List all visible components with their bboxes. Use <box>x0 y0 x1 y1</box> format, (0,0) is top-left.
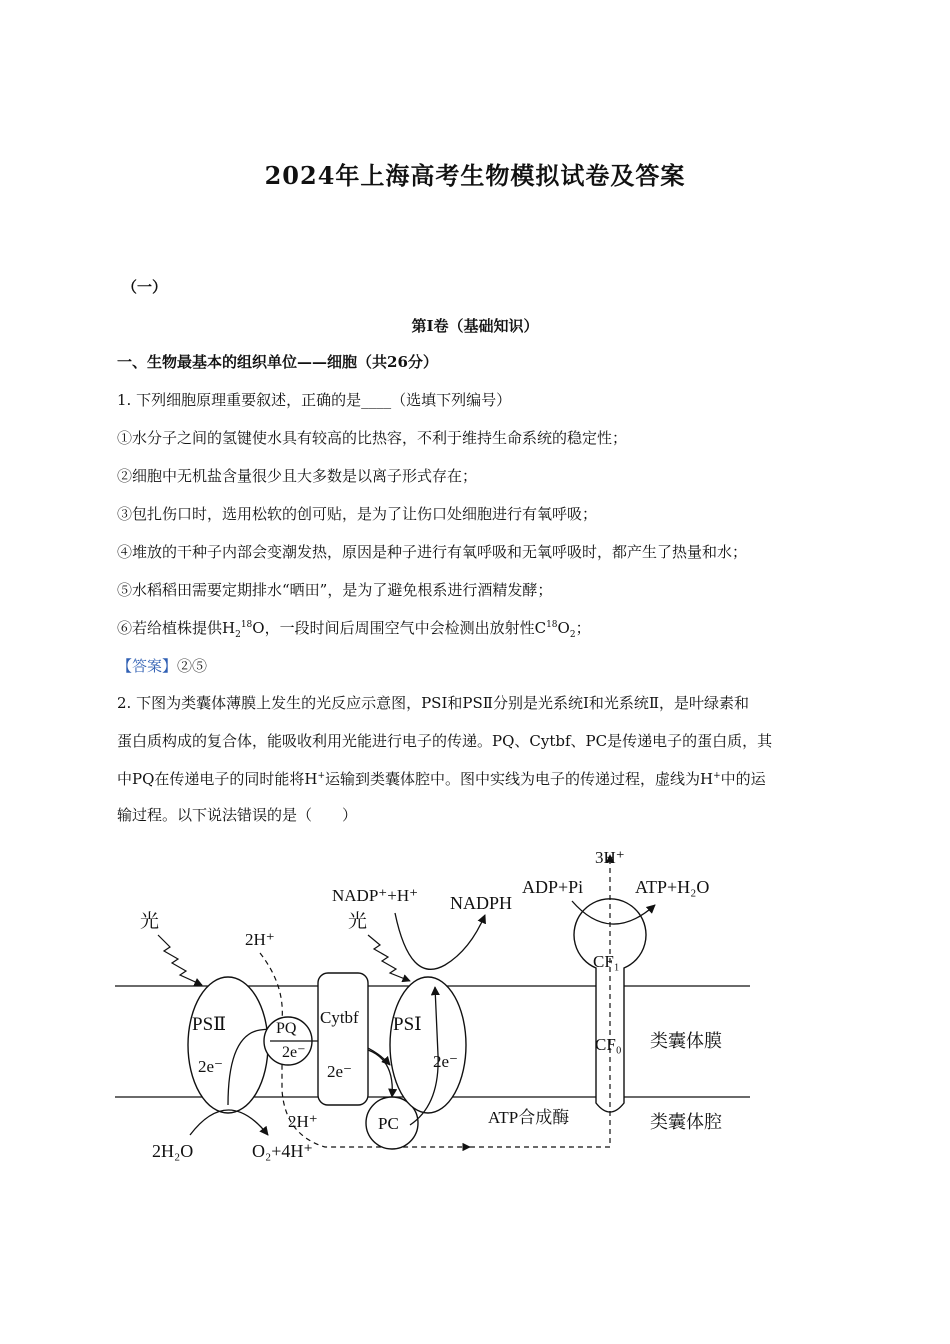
part-label: （一） <box>122 278 168 296</box>
pq-electron: 2e⁻ <box>282 1044 306 1061</box>
cf0-label: CF₀ <box>595 1035 622 1054</box>
nadph-label: NADPH <box>450 893 513 913</box>
page-title: 2024年上海高考生物模拟试卷及答案 <box>264 161 686 190</box>
water-arrow <box>190 1110 268 1135</box>
proton-3h-label: 3H⁺ <box>595 848 625 867</box>
cytbf-label: Cytbf <box>320 1008 359 1027</box>
q1-option-3: ③包扎伤口时，选用松软的创可贴，是为了让伤口处细胞进行有氧呼吸； <box>117 505 598 523</box>
volume-heading: 第Ⅰ卷（基础知识） <box>411 317 539 335</box>
water-label: 2H₂O <box>152 1141 194 1161</box>
psii-label: PSⅡ <box>192 1014 227 1035</box>
adp-label: ADP+Pi <box>522 877 584 897</box>
q1-option-1: ①水分子之间的氢键使水具有较高的比热容，不利于维持生命系统的稳定性； <box>117 429 628 447</box>
pc-label: PC <box>378 1114 399 1133</box>
synthase-label: ATP合成酶 <box>488 1108 570 1127</box>
photosynthesis-diagram <box>110 835 760 1170</box>
q1-option-4: ④堆放的干种子内部会变潮发热，原因是种子进行有氧呼吸和无氧呼吸时，都产生了热量和水； <box>117 543 748 561</box>
cytbf-pc-path <box>368 1050 392 1097</box>
nadp-label: NADP⁺+H⁺ <box>332 886 419 905</box>
proton-top-label: 2H⁺ <box>245 930 275 949</box>
oxygen-label: O₂+4H⁺ <box>252 1141 313 1161</box>
q2-line-3: 中PQ在传递电子的同时能将H+运输到类囊体腔中。图中实线为电子的传递过程，虚线为H+中的运 <box>117 770 766 788</box>
lumen-label: 类囊体腔 <box>650 1112 722 1132</box>
psi-complex <box>390 977 466 1113</box>
pq-label: PQ <box>276 1020 297 1037</box>
q1-stem: 1. 下列细胞原理重要叙述，正确的是____（选填下列编号） <box>117 391 512 409</box>
psi-electron: 2e⁻ <box>433 1052 459 1071</box>
cytbf-electron: 2e⁻ <box>327 1062 353 1081</box>
light-label-1: 光 <box>140 911 160 932</box>
psi-label: PSⅠ <box>393 1014 422 1035</box>
atp-label: ATP+H₂O <box>635 877 710 897</box>
cytbf-complex <box>318 973 368 1105</box>
q1-option-5: ⑤水稻稻田需要定期排水“晒田”，是为了避免根系进行酒精发酵； <box>117 581 553 599</box>
answer-tag: 【答案】 <box>117 657 178 675</box>
light-zigzag-1 <box>158 935 202 985</box>
proton-bottom-label: 2H⁺ <box>288 1112 318 1131</box>
q2-line-1: 2. 下图为类囊体薄膜上发生的光反应示意图，PSI和PSⅡ分别是光系统Ⅰ和光系统Ⅱ，是叶绿素和 <box>117 694 750 712</box>
q2-line-4: 输过程。以下说法错误的是（ ） <box>117 806 358 824</box>
q2-line-2: 蛋白质构成的复合体，能吸收利用光能进行电子的传递。PQ、Cytbf、PC是传递电子的蛋白质，其 <box>117 732 773 750</box>
psii-electron: 2e⁻ <box>198 1057 224 1076</box>
q1-option-6: ⑥若给植株提供$H_2^{18}O$，一段时间后周围空气中会检测出放射性$C^{18}O_2$； <box>117 619 591 640</box>
nadp-arrow <box>395 913 485 969</box>
answer-value: ②⑤ <box>177 657 208 675</box>
section-heading: 一、生物最基本的组织单位——细胞（共26分） <box>117 353 438 371</box>
q1-option-2: ②细胞中无机盐含量很少且大多数是以离子形式存在； <box>117 467 478 485</box>
q1-answer <box>117 655 207 676</box>
light-label-2: 光 <box>348 911 368 932</box>
membrane-label: 类囊体膜 <box>650 1031 722 1051</box>
cf1-label: CF₁ <box>593 952 620 971</box>
